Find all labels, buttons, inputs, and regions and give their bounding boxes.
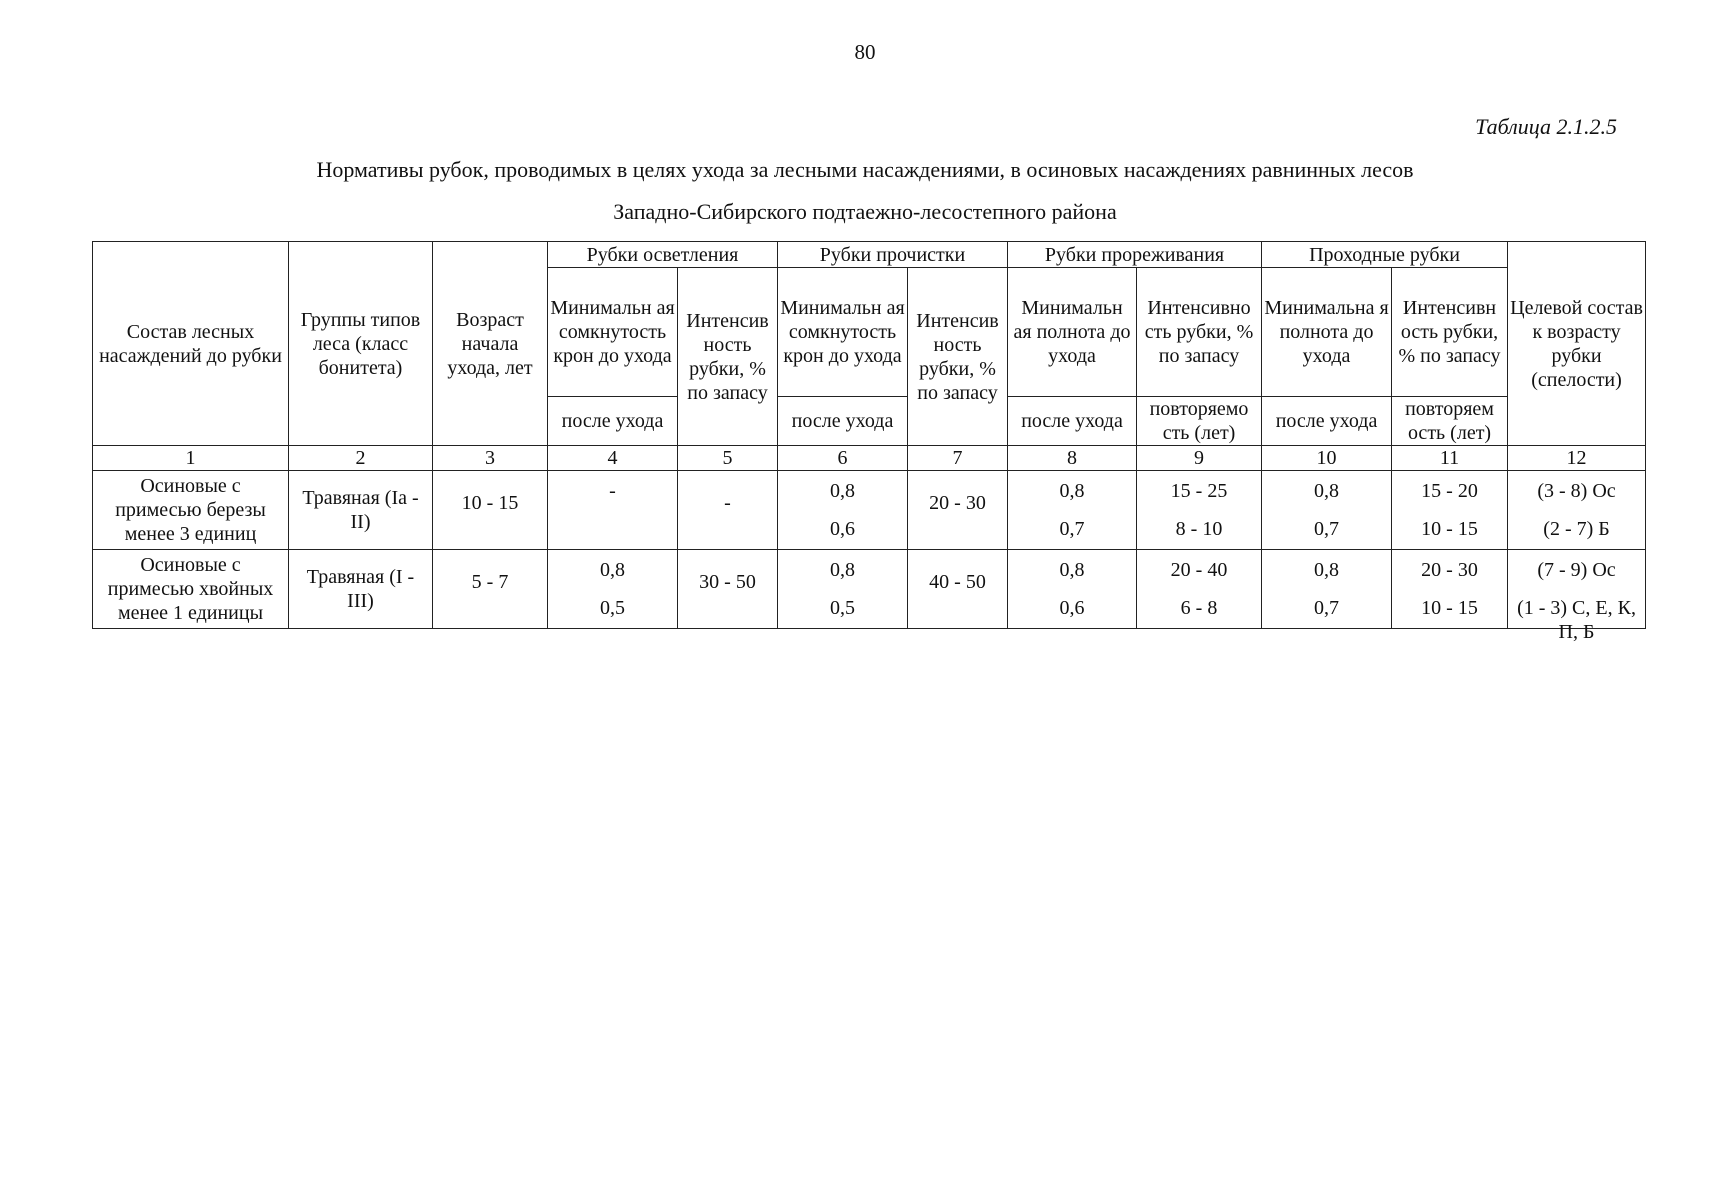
c12-cell	[1508, 471, 1646, 550]
table-title-line-2: Западно-Сибирского подтаежно-лесостепного района	[613, 199, 1117, 224]
c11-bottom: 10 - 15	[1421, 518, 1478, 540]
c4-cell	[548, 471, 678, 550]
header-col3: Возраст начала ухода, лет	[433, 242, 548, 446]
column-number: 2	[289, 446, 433, 471]
c12-cell	[1508, 550, 1646, 643]
table-title-line-1: Нормативы рубок, проводимых в целях ухода за лесными насаждениями, в осиновых насаждениях равнинных лесов	[316, 157, 1414, 182]
header-col6: Минимальн ая сомкнутость крон до ухода	[778, 268, 908, 397]
c9-cell	[1137, 471, 1262, 550]
c9-cell	[1137, 550, 1262, 629]
c9-top: 20 - 40	[1170, 559, 1228, 581]
table-row	[93, 550, 1646, 629]
c4-bottom: 0,5	[600, 597, 625, 619]
column-number: 1	[93, 446, 289, 471]
c11-cell	[1392, 471, 1508, 550]
c8-cell	[1008, 550, 1137, 629]
c12-bottom: (2 - 7) Б	[1543, 518, 1610, 540]
c6-cell	[778, 471, 908, 550]
c6-bottom: 0,6	[830, 518, 855, 540]
c7-value: 40 - 50	[929, 571, 986, 593]
header-col4-after: после ухода	[548, 397, 678, 446]
c11-cell	[1392, 550, 1508, 629]
column-number: 4	[548, 446, 678, 471]
c7-value: 20 - 30	[929, 492, 986, 514]
c9-bottom: 6 - 8	[1180, 597, 1218, 619]
header-col10-after: после ухода	[1262, 397, 1392, 446]
header-col5: Интенсив ность рубки, % по запасу	[678, 268, 778, 446]
table-label: Таблица 2.1.2.5	[1475, 114, 1617, 139]
header-row-groups	[93, 242, 1646, 268]
header-group-prohodnye: Проходные рубки	[1262, 242, 1508, 268]
composition-cell: Осиновые с примесью хвойных менее 1 единицы	[93, 550, 289, 629]
c10-bottom: 0,7	[1314, 518, 1340, 540]
c8-cell	[1008, 471, 1137, 550]
header-col7: Интенсив ность рубки, % по запасу	[908, 268, 1008, 446]
c9-bottom: 8 - 10	[1175, 518, 1223, 540]
c10-cell	[1262, 550, 1392, 629]
composition-cell: Осиновые с примесью березы менее 3 единиц	[93, 471, 289, 550]
header-col4: Минимальн ая сомкнутость крон до ухода	[548, 268, 678, 397]
header-group-prochistka: Рубки прочистки	[778, 242, 1008, 268]
page-number: 80	[854, 40, 876, 64]
c10-bottom: 0,7	[1314, 597, 1340, 619]
header-col6-after: после ухода	[778, 397, 908, 446]
c7-cell	[908, 550, 1008, 629]
c10-top: 0,8	[1314, 480, 1340, 502]
c8-bottom: 0,7	[1059, 518, 1085, 540]
age-cell	[433, 550, 548, 629]
norms-table	[92, 241, 1646, 643]
header-group-prorezhivanie: Рубки прореживания	[1008, 242, 1262, 268]
header-col12: Целевой состав к возрасту рубки (спелости)	[1508, 242, 1646, 446]
age-value: 5 - 7	[471, 571, 509, 593]
c5-cell	[678, 550, 778, 629]
c4-cell	[548, 550, 678, 629]
c12-top: (3 - 8) Ос	[1537, 480, 1616, 502]
c9-top: 15 - 25	[1170, 480, 1228, 502]
c5-value: 30 - 50	[699, 571, 756, 593]
column-number: 3	[433, 446, 548, 471]
age-cell	[433, 471, 548, 550]
c12-bottom: (1 - 3) С, Е, К, П, Б	[1517, 597, 1636, 643]
header-col8: Минимальн ая полнота до ухода	[1008, 268, 1137, 397]
c8-top: 0,8	[1059, 559, 1085, 581]
header-col9: Интенсивно сть рубки, % по запасу	[1137, 268, 1262, 397]
column-number: 7	[908, 446, 1008, 471]
column-number: 12	[1508, 446, 1646, 471]
header-col2: Группы типов леса (класс бонитета)	[289, 242, 433, 446]
c11-bottom: 10 - 15	[1421, 597, 1478, 619]
table-row	[93, 471, 1646, 550]
column-number: 8	[1008, 446, 1137, 471]
c10-top: 0,8	[1314, 559, 1340, 581]
column-number: 5	[678, 446, 778, 471]
column-numbers-row	[93, 446, 1646, 471]
age-value: 10 - 15	[461, 492, 519, 514]
header-group-osvetlenie: Рубки осветления	[548, 242, 778, 268]
c5-value: -	[724, 492, 731, 514]
column-number: 9	[1137, 446, 1262, 471]
c6-top: 0,8	[830, 559, 855, 581]
c8-top: 0,8	[1059, 480, 1085, 502]
header-col9-after: повторяемо сть (лет)	[1137, 397, 1262, 446]
column-number: 6	[778, 446, 908, 471]
header-col10: Минимальна я полнота до ухода	[1262, 268, 1392, 397]
c8-bottom: 0,6	[1059, 597, 1085, 619]
column-number: 11	[1392, 446, 1508, 471]
c4-bottom	[550, 517, 675, 541]
c6-top: 0,8	[830, 480, 855, 502]
header-col11: Интенсивн ость рубки, % по запасу	[1392, 268, 1508, 397]
forest-type-cell: Травяная (I - III)	[289, 550, 433, 629]
header-col1: Состав лесных насаждений до рубки	[93, 242, 289, 446]
header-col8-after: после ухода	[1008, 397, 1137, 446]
c6-cell	[778, 550, 908, 629]
c11-top: 20 - 30	[1421, 559, 1478, 581]
c12-top: (7 - 9) Ос	[1537, 559, 1616, 581]
column-number: 10	[1262, 446, 1392, 471]
c10-cell	[1262, 471, 1392, 550]
c6-bottom: 0,5	[830, 597, 855, 619]
c4-top: -	[609, 480, 616, 502]
c5-cell	[678, 471, 778, 550]
header-col11-after: повторяем ость (лет)	[1392, 397, 1508, 446]
c7-cell	[908, 471, 1008, 550]
forest-type-cell: Травяная (Iа - II)	[289, 471, 433, 550]
c4-top: 0,8	[600, 559, 625, 581]
c11-top: 15 - 20	[1421, 480, 1478, 502]
